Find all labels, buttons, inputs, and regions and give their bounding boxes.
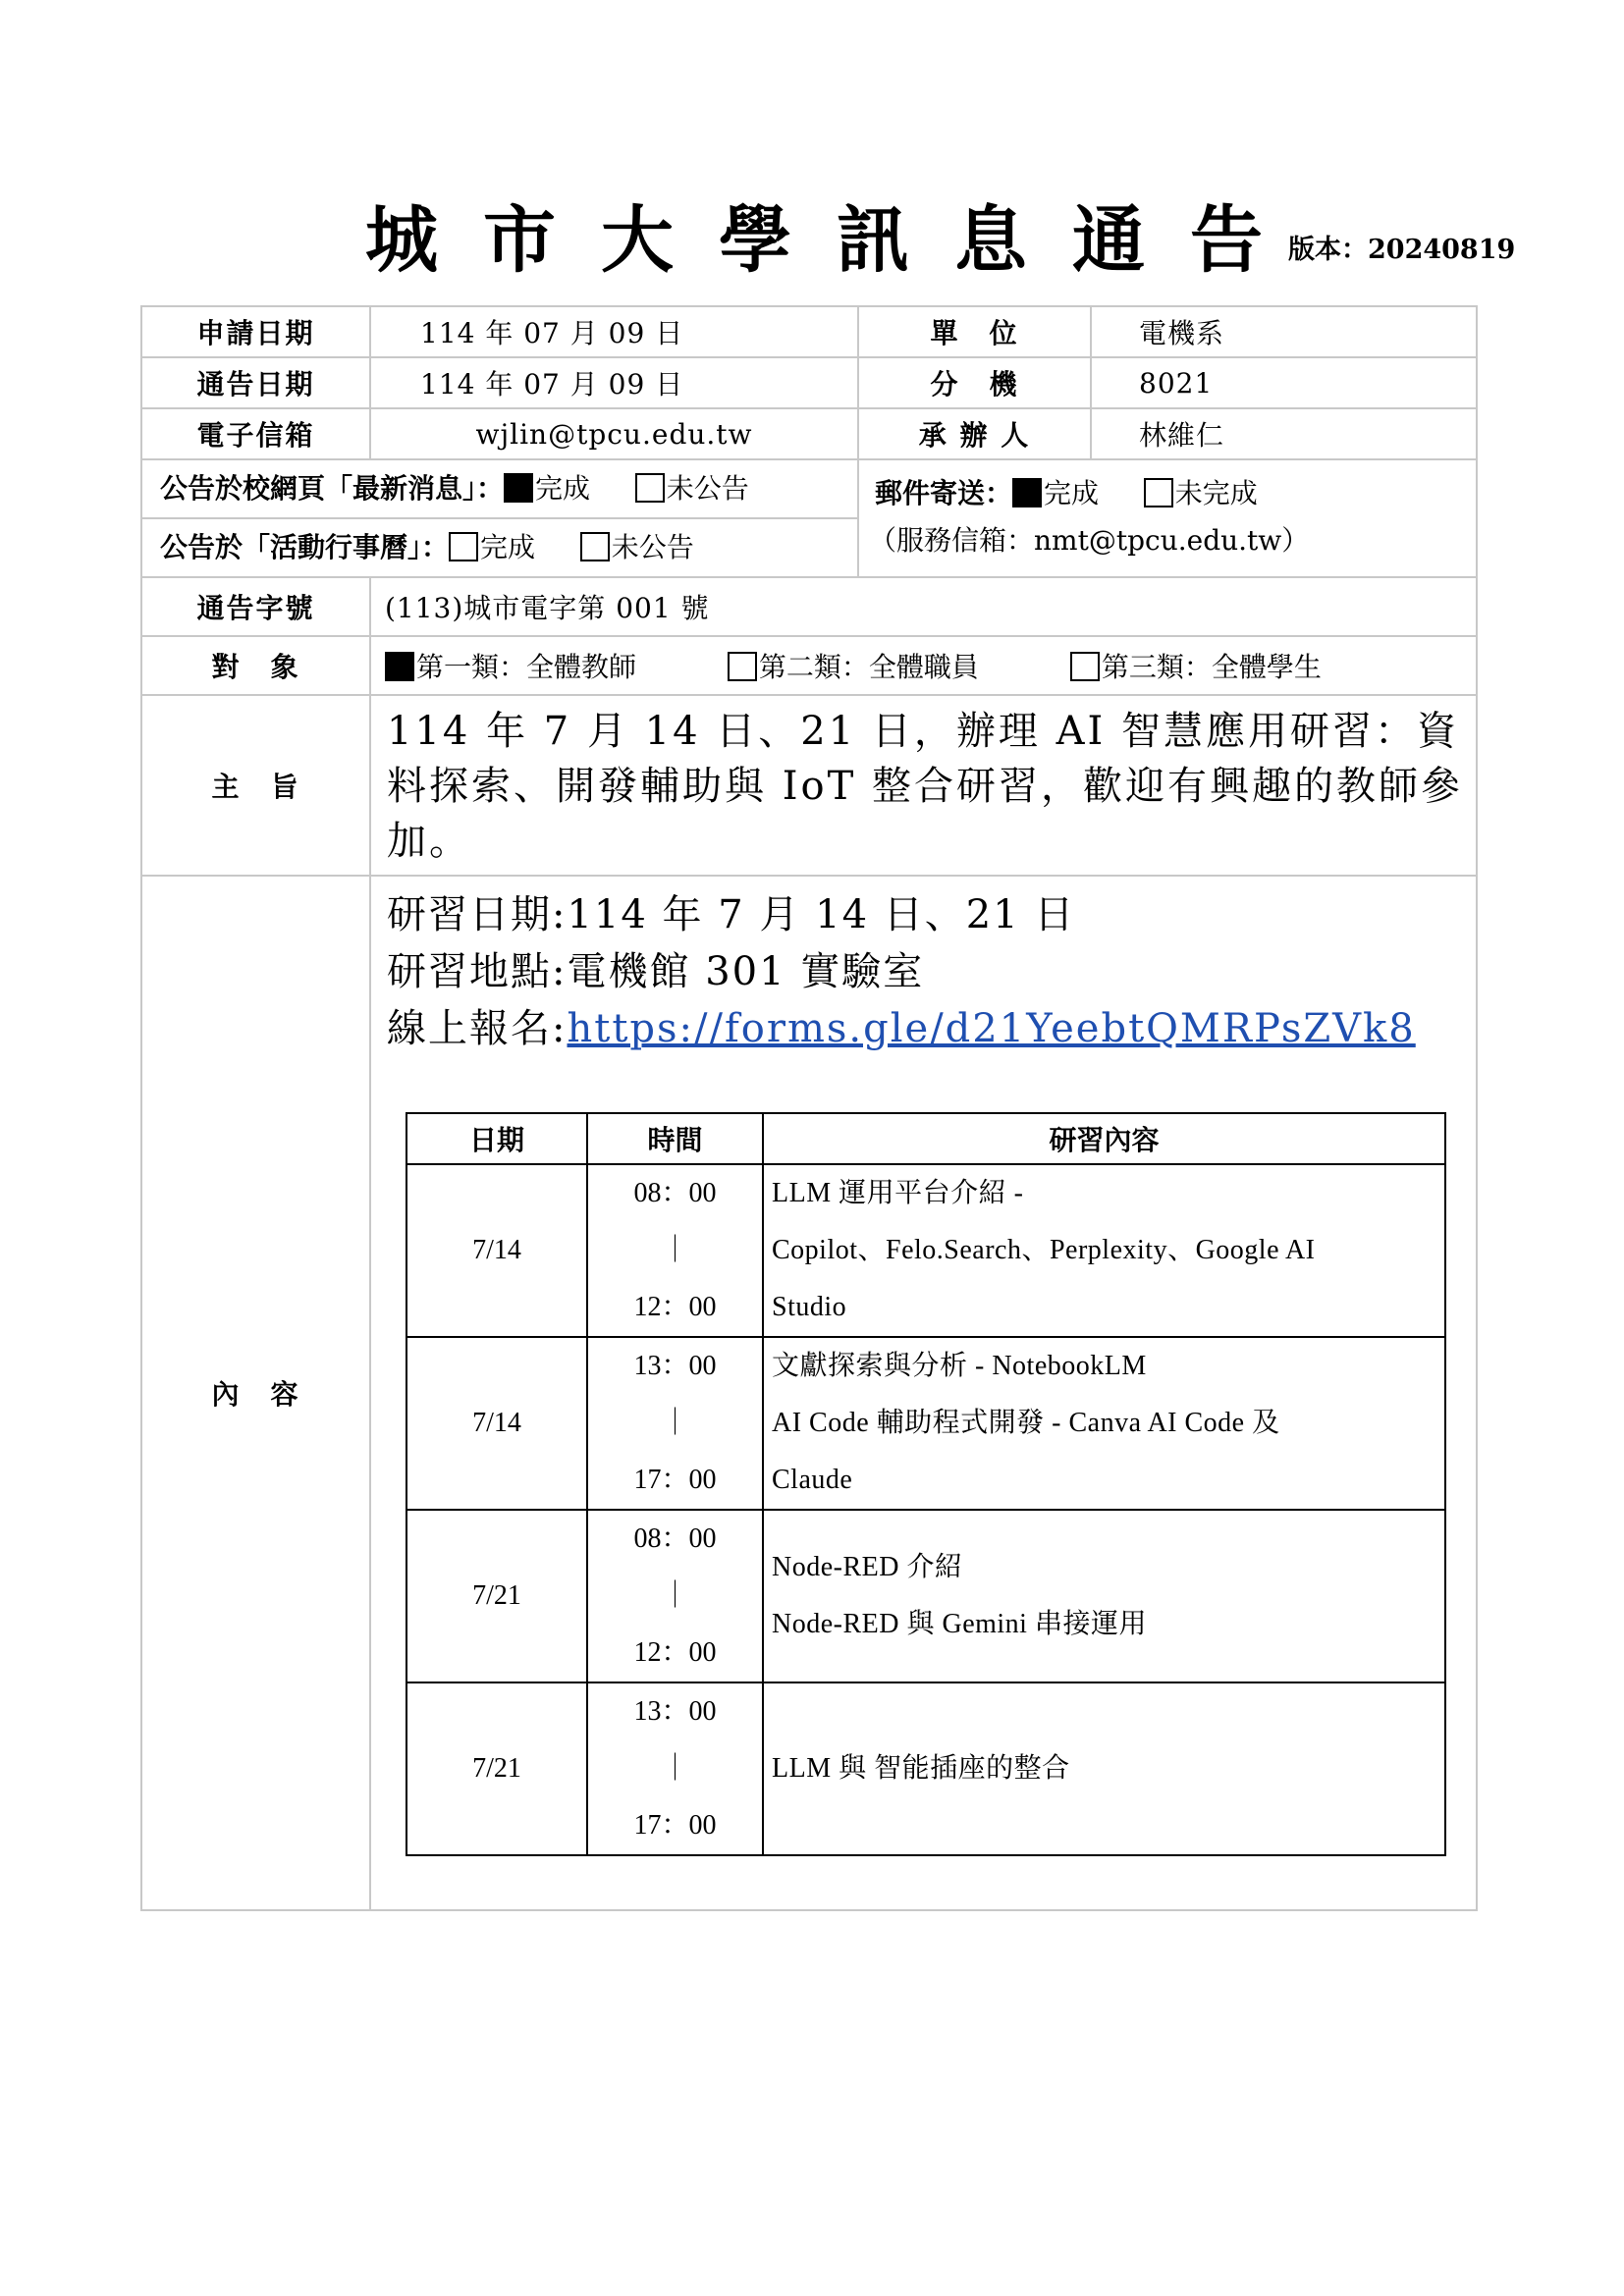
content-line: 文獻探索與分析 - NotebookLM [772,1351,1147,1381]
schedule-header-time: 時間 [587,1113,763,1164]
notice-form-table [140,305,1478,1911]
schedule-content [763,1164,1445,1337]
publish-web-section [141,459,858,577]
notice-date-value: 114 年 07 月 09 日 [370,357,858,408]
schedule-header-content: 研習內容 [763,1113,1445,1164]
apply-date-value: 114 年 07 月 09 日 [370,306,858,357]
content-line: Node-RED 介紹 [772,1552,963,1582]
schedule-date: 7/21 [406,1682,587,1855]
content-label: 內 容 [141,876,370,1910]
time-end: 17：00 [633,1465,717,1495]
cal-not-label: 未公告 [611,531,694,563]
content-line: LLM 運用平台介紹 - [772,1178,1024,1208]
notice-no-value: (113)城市電字第 001 號 [370,577,1477,636]
target-students-label: 第三類：全體學生 [1101,651,1322,683]
content-line: Copilot、Felo.Search、Perplexity、Google AI [772,1235,1316,1265]
ext-value: 8021 [1091,357,1477,408]
schedule-date: 7/14 [406,1164,587,1337]
time-end: 12：00 [633,1292,717,1322]
subject-label: 主 旨 [141,695,370,876]
training-location: 研習地點:電機館 301 實驗室 [387,949,925,994]
schedule-content [763,1337,1445,1510]
web-done-checkbox[interactable] [504,473,533,503]
web-not-label: 未公告 [666,472,749,505]
handler-value: 林維仁 [1091,408,1477,459]
mail-row [859,470,1476,517]
page-title: 城市大學訊息通告 [365,198,1308,283]
cal-not-checkbox[interactable] [580,532,610,561]
registration-label: 線上報名: [387,1006,568,1051]
content-lines [371,877,1476,1057]
time-start: 08：00 [633,1178,717,1208]
content-body [370,876,1477,1910]
schedule-row [406,1682,1445,1855]
handler-label: 承 辦 人 [858,408,1091,459]
unit-label: 單 位 [858,306,1091,357]
registration-link[interactable]: https://forms.gle/d21YeebtQMRPsZVk8 [567,1006,1416,1051]
schedule-time [587,1164,763,1337]
mail-not-label: 未完成 [1174,477,1258,509]
publish-cal-label: 公告於「活動行事曆」： [160,531,450,563]
schedule-content [763,1682,1445,1855]
notice-date-label: 通告日期 [141,357,370,408]
time-end: 12：00 [633,1637,717,1668]
content-line: Node-RED 與 Gemini 串接運用 [772,1609,1147,1639]
ext-label: 分 機 [858,357,1091,408]
publish-calendar-row [142,517,857,576]
time-start: 13：00 [633,1696,717,1727]
target-staff-checkbox[interactable] [728,652,757,681]
content-line: Claude [772,1465,853,1495]
unit-value: 電機系 [1091,306,1477,357]
apply-date-label: 申請日期 [141,306,370,357]
time-separator: ｜ [661,1408,689,1438]
target-label: 對 象 [141,636,370,695]
schedule-content [763,1510,1445,1682]
email-value: wjlin@tpcu.edu.tw [370,408,858,459]
target-teachers-checkbox[interactable] [385,652,414,681]
mail-label: 郵件寄送： [875,477,1013,509]
publish-web-row [142,460,857,517]
schedule-date: 7/21 [406,1510,587,1682]
target-students-checkbox[interactable] [1070,652,1100,681]
mail-section [858,459,1477,577]
web-not-checkbox[interactable] [635,473,665,503]
header [0,187,1624,294]
training-date: 研習日期:114 年 7 月 14 日、21 日 [387,892,1076,937]
target-options [370,636,1477,695]
email-label: 電子信箱 [141,408,370,459]
subject-text: 114 年 7 月 14 日、21 日，辦理 AI 智慧應用研習：資料探索、開發輔助與 IoT 整合研習，歡迎有興趣的教師參加。 [370,695,1477,876]
content-line: Studio [772,1292,847,1322]
mail-done-checkbox[interactable] [1012,478,1042,507]
notice-no-label: 通告字號 [141,577,370,636]
schedule-table [406,1112,1446,1856]
time-separator: ｜ [661,1753,689,1784]
cal-done-checkbox[interactable] [449,532,478,561]
schedule-row [406,1337,1445,1510]
schedule-date: 7/14 [406,1337,587,1510]
schedule-row [406,1164,1445,1337]
cal-done-label: 完成 [480,531,536,563]
mail-not-checkbox[interactable] [1144,478,1173,507]
web-done-label: 完成 [535,472,591,505]
service-mail: （服務信箱：nmt@tpcu.edu.tw） [869,524,1310,557]
target-teachers-label: 第一類：全體教師 [416,651,637,683]
mail-done-label: 完成 [1044,477,1100,509]
time-end: 17：00 [633,1810,717,1841]
time-separator: ｜ [661,1580,689,1611]
content-line: LLM 與 智能插座的整合 [772,1753,1070,1784]
schedule-time [587,1337,763,1510]
time-separator: ｜ [661,1235,689,1265]
time-start: 08：00 [633,1523,717,1554]
schedule-row [406,1510,1445,1682]
schedule-time [587,1682,763,1855]
schedule-time [587,1510,763,1682]
publish-web-label: 公告於校網頁「最新消息」： [160,472,505,505]
content-line: AI Code 輔助程式開發 - Canva AI Code 及 [772,1408,1280,1438]
registration-row [387,1000,1476,1057]
target-staff-label: 第二類：全體職員 [758,651,979,683]
version-label: 版本：20240819 [1288,235,1516,265]
time-start: 13：00 [633,1351,717,1381]
schedule-header-date: 日期 [406,1113,587,1164]
